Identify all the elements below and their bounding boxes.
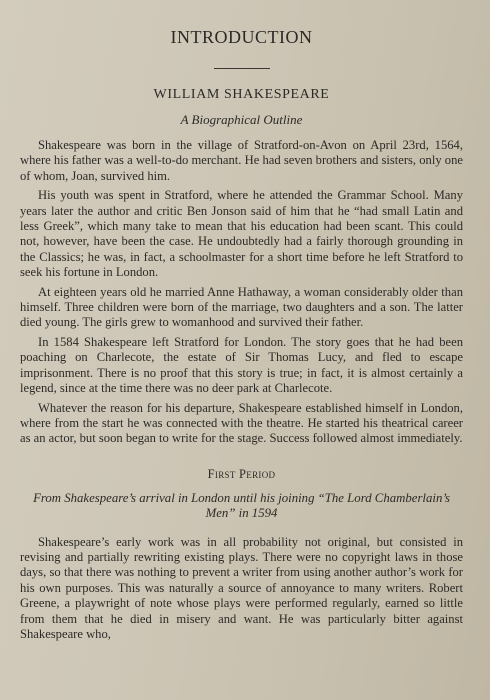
paragraph: Shakespeare was born in the village of Stratford-on-Avon on April 23rd, 1564, where his father was a well-to-do merchant. He had seven brothers and sisters, only one of whom, Joan, survived him. bbox=[20, 138, 463, 183]
title-divider bbox=[214, 68, 270, 69]
period-subheading: From Shakespeare’s arrival in London until his joining “The Lord Chamberlain’s Men” in 1594 bbox=[33, 490, 450, 521]
section-subtitle: A Biographical Outline bbox=[180, 112, 303, 127]
period-body bbox=[20, 535, 463, 643]
biography-body bbox=[20, 138, 463, 447]
paragraph: In 1584 Shakespeare left Stratford for London. The story goes that he had been poaching on Charlecote, the estate of Sir Thomas Lucy, and fled to escape imprisonment. There is no proof that this story is true; in fact, it is almost certainly a legend, since at the time there was no deer park at Charlecote. bbox=[20, 334, 463, 396]
period-heading: First Period bbox=[207, 466, 276, 481]
section-title: WILLIAM SHAKESPEARE bbox=[153, 87, 330, 102]
paragraph: Whatever the reason for his departure, Shakespeare established himself in London, where from the start he was connected with the theatre. He started his theatrical career as an actor, but soon began to write for the stage. Success followed almost immediately. bbox=[20, 400, 463, 446]
paragraph: At eighteen years old he married Anne Hathaway, a woman considerably older than himself. Three children were born of the marriage, two daughters and a son. The latter died young. The girls grew to womanhood and survived their father. bbox=[20, 284, 463, 330]
paragraph: Shakespeare’s early work was in all probability not original, but consisted in revising and partially rewriting existing plays. There were no copyright laws in those days, so that there was nothing to prevent a writer from using another author’s work for his own purposes. This was naturally a source of annoyance to many writers. Robert Greene, a playwright of note whose plays were performed regularly, earned so little from them that he died in misery and want. He was particularly bitter against Shakespeare who, bbox=[20, 534, 463, 641]
paragraph: His youth was spent in Stratford, where he attended the Grammar School. Many years later the author and critic Ben Jonson said of him that he “had small Latin and less Greek”, which many take to mean that his education had been scant. This could not, however, have been the case. He undoubtedly had a fairly thorough grounding in the Classics; he was, in fact, a schoolmaster for a short time before he left Stratford to seek his fortune in London. bbox=[20, 188, 463, 280]
chapter-title: INTRODUCTION bbox=[170, 27, 313, 47]
